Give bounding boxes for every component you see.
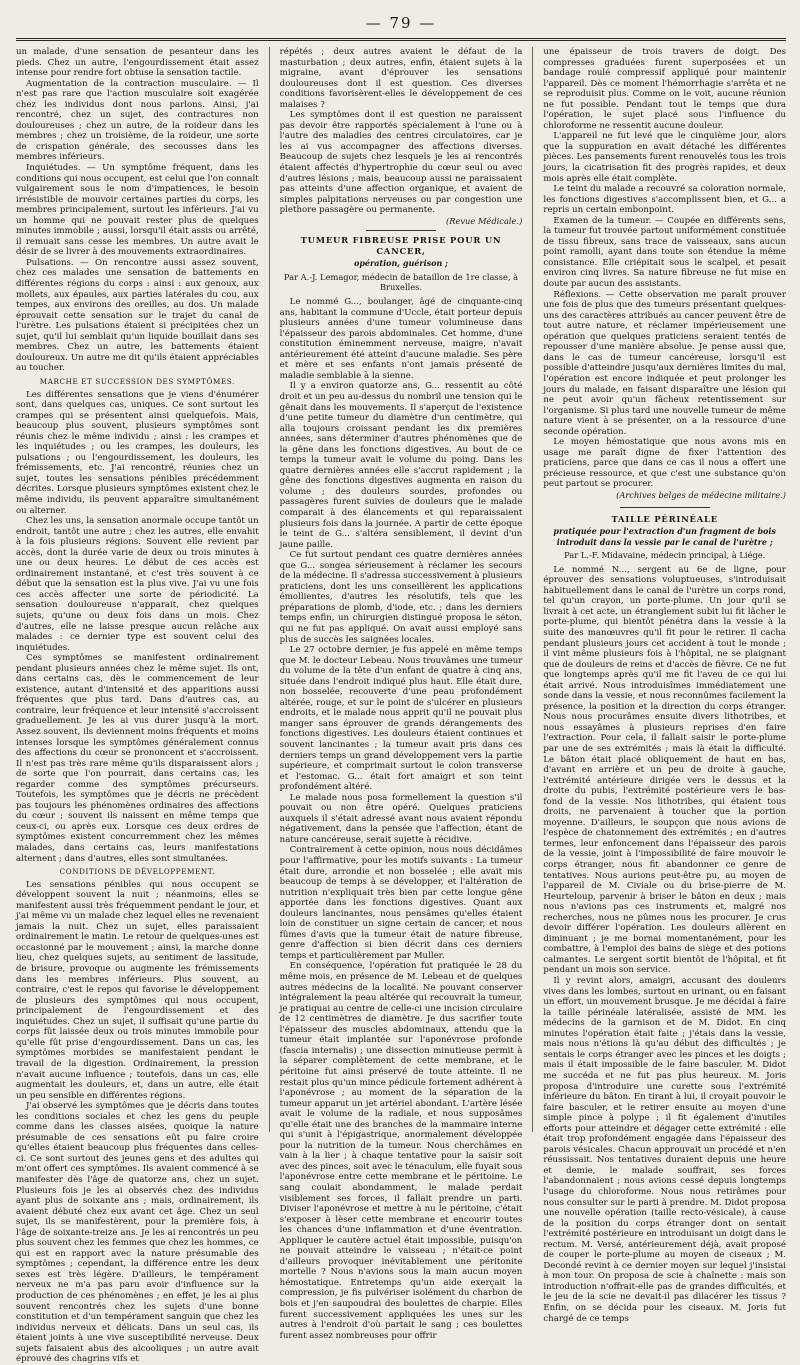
text-columns — [16, 47, 787, 1365]
paragraph: Ce fut surtout pendant ces quatre dernières années que G... songea sérieusement à réclamer les secours de la médecine. Il s'adressa successivement à plusieurs praticiens, dont les uns conseillèrent les applications émollientes, d'autres les résolutifs, tels que les préparations de plomb, d'iode, etc. ; dans les derniers temps enfin, un chirurgien distingué proposa le séton, qui ne fut pas appliqué. On avait aussi employé sans plus de succès les saignées locales. — [279, 550, 523, 645]
source-citation: (Revue Médicale.) — [445, 215, 523, 226]
paragraph: répétés ; deux autres avaient le défaut de la masturbation ; deux autres, enfin, étaient sujets à la migraine, avant d'éprouver les sensations douloureuses dont il est question. Ces diverses conditions favorisèrent-elles le développement de ces malaises ? — [279, 47, 523, 110]
paragraph: Contrairement à cette opinion, nous nous décidâmes pour l'affirmative, pour les motifs suivants : La tumeur était dure, arrondie et non bosselée ; elle avait mis beaucoup de temps à se développer, et l'altération de nutrition n'expliquait très bien par cette longue gêne apportée dans les fonctions digestives. Quant aux douleurs lancinantes, nous pensâmes qu'elles étaient loin de constituer un signe certain de cancer, et nous fûmes d'avis que la tumeur était de nature fibreuse, genre d'affection si bien décrit dans ces derniers temps et particulièrement par Muller. — [279, 845, 523, 961]
page-header — [16, 10, 786, 36]
paragraph: Le malade nous posa formellement la question s'il pouvait ou non être opéré. Quelques praticiens auxquels il s'était adressé avant nous avaient répondu négativement, dans la pensée que l'affection, étant de nature cancéreuse, serait sujette à récidive. — [279, 792, 523, 845]
column-middle — [279, 47, 523, 1341]
header-rule — [16, 38, 786, 41]
paragraph: Réflexions. — Cette observation me paraît prouver une fois de plus que des tumeurs présentant quelques-uns des caractères attribués au cancer peuvent être de tout autre nature, et réclamer impérieusement une opération que quelques praticiens seraient tentés de repousser d'une manière absolue. Je pense aussi que, dans le cas de tumeur cancéreuse, lorsqu'il est possible d'atteindre jusqu'aux dernières limites du mal, l'opération est encore indiquée et peut prolonger les jours du malade, en faisant disparaître une lésion qui ne peut avoir qu'un fâcheux retentissement sur l'organisme. Si plus tard une nouvelle tumeur de même nature vient à se présenter, on a la ressource d'une seconde opération. — [543, 289, 787, 437]
article-byline: Par A.-J. Lemagor, médecin de bataillon de 1re classe, à Bruxelles. — [283, 271, 519, 293]
paragraph: une épaisseur de trois travers de doigt. Des compresses graduées furent superposées et un bandage roulé compressif appliqué pour maintenir l'appareil. Dès ce moment l'hémorrhagie s'arrêta et ne se reproduisit plus. Comme on le voit, aucune réunion ne fut possible. Pendant tout le temps que dura l'opération, le sujet placé sous l'influence du chloroforme ne ressentit aucune douleur. — [543, 47, 787, 131]
article-title: TUMEUR FIBREUSE PRISE POUR UN CANCER, — [300, 235, 502, 256]
paragraph: Le nommé G..., boulanger, âgé de cinquante-cinq ans, habitant la commune d'Uccle, était porteur depuis plusieurs années d'une tumeur volumineuse dans l'épaisseur des parois abdominales. Cet homme, d'une constitution éminemment nerveuse, maigre, n'avait antérieurement été atteint d'aucune maladie. Ses père et mère et ses enfants n'ont jamais présenté de maladie semblable à la sienne. — [279, 297, 523, 381]
paragraph: Le teint du malade a recouvré sa coloration normale, les fonctions digestives s'accomplissent bien, et G... a repris un certain embonpoint. — [543, 184, 787, 216]
paragraph: Ces symptômes se manifestent ordinairement pendant plusieurs années chez le même sujet. Ils ont, dans certains cas, dès le commencement de leur existence, autant d'intensité et des apparitions aussi fréquentes que plus tard. Dans d'autres cas, au contraire, leur fréquence et leur intensité s'accroissent graduellement. Je les ai vus durer jusqu'à la mort. Assez souvent, ils deviennent moins fréquents et moins intenses lorsque les symptômes généralement connus des affections du cœur se prononcent et s'accroissent. Il n'est pas très rare même qu'ils disparaissent alors ; de sorte que l'on pourrait, dans certains cas, les regarder comme des symptômes précurseurs. Toutefois, les symptômes que je décris ne précèdent pas toujours les phénomènes ordinaires des affections du cœur ; souvent ils naissent en même temps que ceux-ci, ou après eux. Lorsque ces deux ordres de symptômes existent concurremment chez les mêmes malades, dans certains cas, leurs manifestations alternent ; dans d'autres, elles sont simultanées. — [16, 653, 259, 864]
paragraph: Le moyen hémostatique que nous avons mis en usage me paraît digne de fixer l'attention des praticiens, parce que dans ce cas il nous a offert une précieuse ressource, et que c'est une substance qu'on peut partout se procurer. — [543, 437, 787, 490]
paragraph: Les différentes sensations que je viens d'énumérer sont, dans quelques cas, uniques. Ce sont surtout les crampes qui se présentent ainsi quelquefois. Mais, beaucoup plus souvent, plusieurs symptômes sont réunis chez le même individu ; ainsi : les crampes et les inquiétudes ; ou les crampes, les douleurs, les pulsations ; ou l'engourdissement, les douleurs, les frémissements, etc. J'ai rencontré, réunies chez un sujet, toutes les sensations pénibles précédemment décrites. Lorsque plusieurs symptômes existent chez le même individu, ils peuvent apparaître simultanément ou alterner. — [16, 389, 259, 516]
paragraph: En conséquence, l'opération fut pratiquée le 28 du même mois, en présence de M. Lebeau et de quelques autres médecins de la localité. Ne pouvant conserver intégralement la peau altérée qui recouvrait la tumeur, je pratiquai au centre de celle-ci une incision circulaire de 12 centimètres de diamètre. Je dus sacrifier toute l'épaisseur des muscles abdominaux, attendu que la tumeur était implantée sur l'aponévrose profonde (fascia internalis) ; une dissection minutieuse permit à la séparer complètement de cette membrane, et le péritoine fut ainsi préservé de toute atteinte. Il ne restait plus qu'un mince pédicule fortement adhérent à l'aponévrose ; au moment de la séparation de la tumeur apparut un jet artériel abondant. L'artère lésée avait le volume de la radiale, et nous supposâmes qu'elle était une des branches de la mammaire interne qui s'unit à l'épigastrique, anormalement développée pour la nutrition de la tumeur. Nous cherchâmes en vain à la lier ; à chaque tentative pour la saisir soit avec des pinces, soit avec le ténaculum, elle fuyait sous l'aponévrose entre cette membrane et le péritoine. Le sang coulait abondamment, le malade perdait visiblement ses forces, il fallait prendre un parti. Diviser l'aponévrose et mettre à nu le péritoine, c'était s'exposer à lèser cette membrane et encourir toutes les chances d'une inflammation et d'une éventration. Appliquer le cautère actuel était impossible, puisqu'on ne pouvait atteindre le vaisseau ; n'était-ce point d'ailleurs provoquer inévitablement une péritonite mortelle ? Nous n'avions sous la main aucun moyen hémostatique. Entretemps qu'un aide exerçait la compression, je fis pulvériser isolément du charbon de bois et j'en saupoudrai des boulettes de charpie. Elles furent successivement appliquées les unes sur les autres à l'endroit d'où partait le sang ; ces boulettes furent assez nombreuses pour offrir — [279, 961, 523, 1341]
paragraph: Examen de la tumeur. — Coupée en différents sens, la tumeur fut trouvée partout uniformément constituée de tissu fibreux, sans trace de vaisseaux, sans aucun point ramolli, ayant dans toute son étendue la même consistance. Elle criépitait sous le scalpel, et pesait environ cinq livres. Sa nature fibreuse ne fut mise en doute par aucun des assistants. — [543, 215, 787, 290]
section-heading: CONDITIONS DE DÉVELOPPEMENT. — [59, 867, 216, 877]
paragraph: Pulsations. — On rencontre aussi assez souvent, chez ces malades une sensation de battements en différentes régions du corps : ainsi : aux genoux, aux mollets, aux épaules, aux parties latérales du cou, aux tempes, aux environs des oreilles, au dos. Un malade éprouvait cette sensation sur le trajet du canal de l'urètre. Les pulsations étaient si précipitées chez un sujet, qu'il lui semblait qu'un liquide bouillait dans ses membres. Chez un autre, les battements étaient douloureux. Un autre me dit qu'ils étaient appréciables au toucher. — [16, 257, 259, 374]
column-left — [16, 47, 259, 1365]
page-number: — 79 — — [365, 14, 437, 32]
paragraph: Le 27 octobre dernier, je fus appelé en même temps que M. le docteur Lebeau. Nous trouvâmes une tumeur du volume de la tête d'un enfant de quatre à cinq ans, située dans l'endroit indiqué plus haut. Elle était dure, non bosselée, recouverte d'une peau profondément altérée, rouge, et sur le point de s'ulcérer en plusieurs endroits, et le malade nous apprit qu'il ne pouvait plus manger sans éprouver de grands dérangements des fonctions digestives. Les douleurs étaient continues et souvent lancinantes ; la tumeur avait pris dans ces derniers temps un grand développement vers la partie supérieure, et comprimait surtout le colon transverse et l'estomac. G... était fort amaigri et son teint profondément altéré. — [279, 645, 523, 793]
paragraph: Inquiétudes. — Un symptôme fréquent, dans les conditions qui nous occupent, est celui que l'on connaît vulgairement sous le nom d'impatiences, le besoin irrésistible de mouvoir certaines parties du corps, les membres principalement, surtout les inférieurs. J'ai vu un homme qui ne pouvait rester plus de quelques minutes immobile ; aussi, lorsqu'il était assis ou arrêté, il remuait sans cesse les membres. Un autre avait le désir de se livrer à des mouvements extraordinaires. — [16, 163, 259, 258]
paragraph: L'appareil ne fut levé que le cinquième jour, alors que la suppuration en avait détaché les différentes pièces. Les pansements furent renouvelés tous les trois jours, la cicatrisation fit des progrès rapides, et deux mois après elle était complète. — [543, 131, 787, 184]
paragraph: Les sensations pénibles qui nous occupent se développent souvent la nuit ; néanmoins, elles se manifestent aussi très fréquemment pendant le jour, et j'ai même vu un malade chez lequel elles ne revenaient jamais la nuit. Chez un sujet, elles paraissaient ordinairement le matin. Le retour de quelques-unes est occasionné par le mouvement ; ainsi, la marche donne lieu, chez quelques sujets, au sentiment de lassitude, de brisure, provoque ou augmente les frémissements dans les membres inférieurs. Plus souvent, au contraire, c'est le repos qui favorise le développement de plusieurs des symptômes qui nous occupent, principalement de l'engourdissement et des inquiétudes. Chez un sujet, il suffisait qu'une partie du corps fût laissée deux ou trois minutes immobile pour qu'elle fût prise d'engourdissement. Dans un cas, les symptômes morbides se manifestaient pendant le travail de la digestion. Ordinairement, la pression n'avait aucune influence ; toutefois, dans un cas, elle augmentait les douleurs, et, dans un autre, elle était un peu sensible en différentes régions. — [16, 879, 259, 1101]
column-divider — [532, 47, 533, 1132]
paragraph: Les symptômes dont il est question ne paraissent pas devoir être rapportés spécialement à l'une ou à l'autre des maladies des centres circulatoires, car je les ai vus accompagner des affections diverses. Beaucoup de sujets chez lesquels je les ai rencontrés étaient affectés d'hypertrophie du cœur seul ou avec d'autres lésions ; mais, beaucoup aussi ne paraissaient pas atteints d'une affection organique, et avaient de simples palpitations nerveuses ou par congestion une plethore passagère ou permanente. — [279, 110, 523, 216]
section-heading: MARCHE ET SUCCESSION DES SYMPTÔMES. — [39, 376, 235, 386]
article-byline: Par L.-F. Midavaine, médecin principal, à Liége. — [564, 550, 766, 561]
paragraph: un malade, d'une sensation de pesanteur dans les pieds. Chez un autre, l'engourdissement était assez intense pour rendre fort obtuse la sensation tactile. — [16, 47, 259, 79]
separator-rule — [620, 507, 710, 508]
separator-rule — [366, 230, 436, 231]
article-subtitle: opération, guérison ; — [353, 258, 449, 269]
article-title: TAILLE PÉRINÉALE — [611, 513, 718, 524]
source-citation: (Archives belges de médecine militaire.) — [616, 489, 787, 500]
column-divider — [269, 47, 270, 1132]
paragraph: Il y revint alors, amaigri, accusant des douleurs vives dans les lombes, surtout en urinant, ou en faisant un effort, un mouvement brusque. Je me décidai à faire la taille périnéale latéralisée, assisté de MM. les médecins de la garnison et de M. Didot. En cinq minutes l'opération était faite ; j'étais dans la vessie, mais nous n'étions là qu'au début des difficultés ; je sentais le corps étranger avec les pinces et les doigts ; mais il était impossible de le faire basculer. M. Didot me succéda et ne fut pas plus heureux. M. Joris proposa d'introduire une curette sous l'extrémité inférieure du bâton. En tirant à lui, il croyait pouvoir le faire basculer, et le retirer ensuite au moyen d'une simple pince à polype ; il fit également d'inutiles efforts pour atteindre et dégager cette extrémité : elle était trop profondément engagée dans l'épaisseur des parois vésicales. Chacun approuvait un procédé et n'en réussissait. Nos tentatives duraient depuis une heure et demie, le malade souffrait, ses forces l'abandonnaient ; nous avions cessé depuis longtemps l'usage du chloroforme. Nous nous retirâmes pour nous consulter sur le parti à prendre. M. Didot proposa une nouvelle opération (taille recto-vésicale), à cause de la position du corps étranger dont on sentait l'extrémité postérieure en introduisant un doigt dans le rectum. M. Versé, antérieurement déjà, avait proposé de couper le porte-plume au moyen de ciseaux ; M. Decondé revint à ce dernier moyen sur lequel j'insistai à mon tour. On proposa de scie à chaînette : mais son introduction n'offrait-elle pas de grandes difficultés, et le jeu de la scie ne devait-il pas dilacérer les tissus ? Enfin, on se décida pour les ciseaux. M. Joris fut chargé de ce temps — [543, 976, 787, 1324]
paragraph: Le nommé N..., sergent au 6e de ligne, pour éprouver des sensations voluptueuses, s'introduisait habituellement dans le canal de l'urètre un corps rond, tel qu'un crayon, un porte-plume. Un jour qu'il se livrait à cet acte, un étranglement subit lui fit lâcher le porte-plume, qui bientôt pénétra dans la vessie à la suite des manœuvres qu'il fit pour le retirer. Il cacha pendant plusieurs jours cet accident à tout le monde ; il vint même plusieurs fois à l'hôpital, ne se plaignant que de douleurs de reins et d'accès de fièvre. Ce ne fut que longtemps après qu'il me fit l'aveu de ce qui lui était arrivé. Nous introduisîmes immédiatement une sonde dans la vessie, et nous reconnûmes facilement la présence, la position et la direction du corps étranger. Nous nous procurâmes ensuite divers lithotribes, et nous essayâmes à plusieurs reprises d'en faire l'extraction. Pour cela, il fallait saisir le porte-plume par une de ses extrémités ; mais là était la difficulté. Le bâton était placé obliquement de haut en bas, d'avant en arrière et un peu de droite à gauche, l'extrémité antérieure dirigée vers le dessus et la droite du pubis, l'extrémité postérieure vers le bas-fond de la vessie. Nos lithotribes, qui étaient tous droits, ne parvenaient à toucher que la portion moyenne. D'ailleurs, le soupçon que nous avions de l'espèce de chatonnement des extrémités ; en d'autres termes, leur enfoncement dans l'épaisseur des parois de la vessie, joint à l'impossibilité de faire mouvoir le corps étranger, nous fit abandonner ce genre de tentatives. Nous aurions peut-être pu, au moyen de l'appareil de M. Civiale ou du brise-pierre de M. Heurteloup, parvenir à briser le bâton en deux ; mais nous n'avions pas ces instruments et, malgré nos recherches, nous ne pûmes nous les procurer. Je crus devoir différer l'opération. Les douleurs allèrent en diminuant ; je me bornai momentanément, pour les combattre, à l'emploi des bains de siège et des potions calmantes. Le sergent sortit bientôt de l'hôpital, et fit pendant un mois son service. — [543, 564, 787, 976]
article-subtitle: pratiquée pour l'extraction d'un fragment de bois introduit dans la vessie par le canal de l'urètre ; — [553, 526, 776, 547]
column-right — [543, 47, 787, 1324]
paragraph: Chez les uns, la sensation anormale occupe tantôt un endroit, tantôt une autre ; chez les autres, elle envahit à la fois plusieurs régions. Souvent elle revient par accès, dont la durée varie de deux ou trois minutes à une ou deux heures. Le début de ces accès est ordinairement instantané, et c'est très souvent à ce début que la sensation est la plus vive. J'ai vu une fois ces accès affecter une sorte de périodicité. La sensation douloureuse n'apparait, chez quelques sujets, qu'une ou deux fois dans un mois. Chez d'autres, elle ne laisse presque aucun relâche aux malades : ce dernier type est souvent celui des inquiétudes. — [16, 516, 259, 653]
paragraph: Augmentation de la contraction musculaire. — Il n'est pas rare que l'action musculaire soit exagérée chez les individus dont nous parlons. Ainsi, j'ai rencontré, chez un sujet, des contractures non douloureuses ; chez un autre, de la roideur dans les membres ; chez un troisième, de la roideur, une sorte de crispation générale, des secousses dans les membres inférieurs. — [16, 78, 259, 163]
paragraph: Il y a environ quatorze ans, G... ressentit au côté droit et un peu au-dessus du nombril une tension qui le gênait dans les mouvements. Il s'aperçut de l'existence d'une petite tumeur du diamètre d'un centimètre, qui alla toujours croissant pendant les dix premières années, sans déterminer d'autres phénomènes que de la gêne dans les fonctions digestives. Au bout de ce temps la tumeur avait le volume du poing. Dans les quatre dernières années elle s'accrut rapidement ; la gêne des fonctions digestives augmenta en raison du volume ; des douleurs sourdes, profondes ou passagères furent suivies de douleurs que le malade comparait à des élancements et qui reparaissaient plusieurs fois dans la journée. A partir de cette époque le teint de G... s'altéra sensiblement, il devint d'un jaune paille. — [279, 381, 523, 550]
paragraph: J'ai observé les symptômes que je décris dans toutes les conditions sociales et chez les gens du peuple comme dans les classes aisées, quoique la nature présumable de ces sensations eût pu faire croire qu'elles étaient beaucoup plus fréquentes dans celles-ci. Ce sont surtout des jeunes gens et des adultes qui m'ont offert ces symptômes. Ils avaient commencé à se manifester dès l'âge de quatorze ans, chez un sujet. Plusieurs fois je les ai observés chez des individus ayant plus de soixante ans ; mais, ordinairement, ils avaient débuté chez eux avant cet âge. Chez un seul sujet, ils se manifestèrent, pour la première fois, à l'âge de soixante-treize ans. Je les ai rencontrés un peu plus souvent chez les femmes que chez les hommes, ce qui est en rapport avec la nature présumable des symptômes ; cependant, la différence entre les deux sexes est très légère. D'ailleurs, le tempérament nerveux ne m'a pas paru avoir d'influence sur la production de ces phénomènes ; en effet, je les ai plus souvent rencontrés chez les sujets d'une bonne constitution et d'un tempérament sanguin que chez les individus nerveux et délicats. Dans un seul cas, ils étaient joints à une vive susceptibilité nerveuse. Deux sujets faisaient abus des alcooliques ; un autre avait éprouvé des chagrins vifs et — [16, 1101, 259, 1365]
